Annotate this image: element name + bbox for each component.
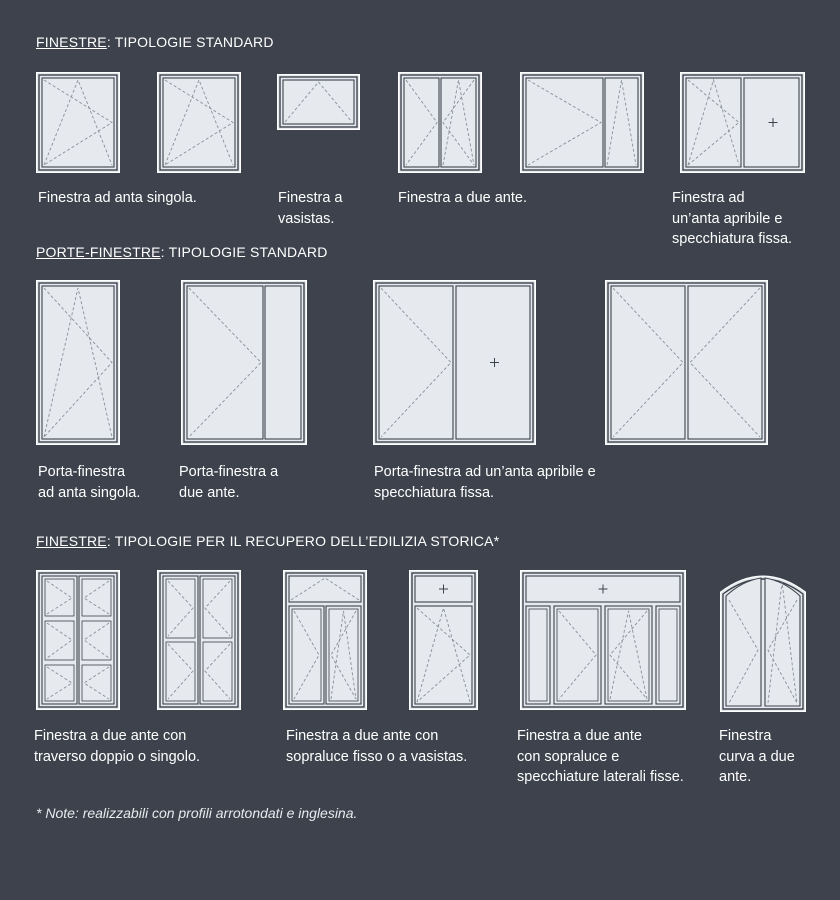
window-single-fixed-transom-diagram [409,570,478,710]
section-title-finestre-storiche: FINESTRE: TIPOLOGIE PER IL RECUPERO DELL’EDILIZIA STORICA* [36,533,500,549]
caption-casement-fixed: Finestra ad un’anta apribile e specchiatura fissa. [672,190,793,247]
caption-door-two-leaf: Porta-finestra a due ante. [179,464,279,501]
window-two-sash-unequal-diagram [520,72,644,173]
window-historic-six-pane-diagram [36,570,120,710]
window-two-sash-diagram [398,72,482,173]
window-sidelights-transom-diagram [520,570,686,710]
section-title-porte-finestre-standard: PORTE-FINESTRE: TIPOLOGIE STANDARD [36,244,328,260]
door-two-leaf-diagram [181,280,307,445]
caption-single-casement: Finestra ad anta singola. [38,190,197,206]
door-single-casement-diagram [36,280,120,445]
caption-historic-sopraluce: Finestra a due ante con sopraluce fisso o a vasistas. [286,728,468,765]
caption-historic-transom: Finestra a due ante con traverso doppio o singolo. [34,728,201,765]
window-vasistas-diagram [277,74,360,130]
caption-door-casement-fixed: Porta-finestra ad un’anta apribile e specchiatura fissa. [374,464,596,501]
door-casement-fixed-pane-diagram [373,280,536,445]
window-casement-fixed-pane-diagram [680,72,805,173]
window-arched-two-sash-diagram [720,570,806,712]
footnote: * Note: realizzabili con profili arrotondati e inglesina. [36,805,358,821]
window-single-casement-diagram [36,72,120,173]
door-double-leaf-diagram [605,280,768,445]
caption-historic-arched: Finestra curva a due ante. [719,728,795,785]
caption-vasistas: Finestra a vasistas. [278,190,343,227]
caption-two-sash: Finestra a due ante. [398,190,527,206]
caption-door-single: Porta-finestra ad anta singola. [38,464,141,501]
window-tilt-turn-diagram [157,72,241,173]
window-two-sash-transom-vasistas-diagram [283,570,367,710]
caption-historic-sidelights: Finestra a due ante con sopraluce e specchiature laterali fisse. [517,728,684,785]
section-title-finestre-standard: FINESTRE: TIPOLOGIE STANDARD [36,34,274,50]
window-historic-four-pane-diagram [157,570,241,710]
